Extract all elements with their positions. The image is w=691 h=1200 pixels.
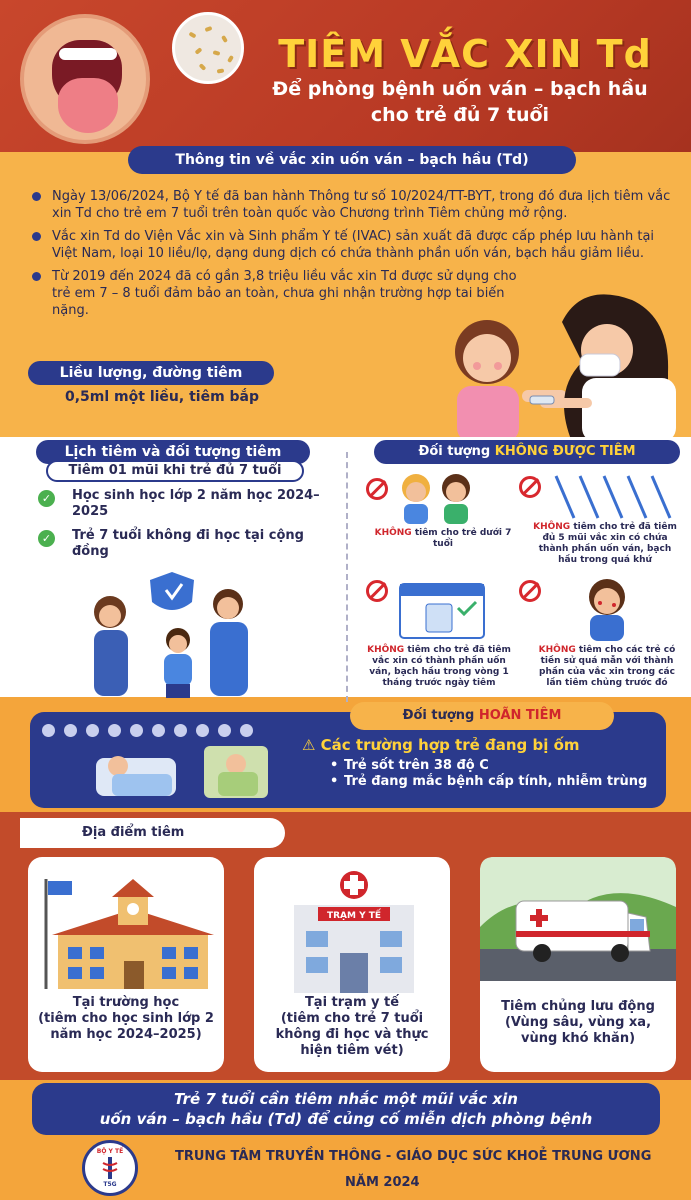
ministry-logo: BỘ Y TẾ T5G: [82, 1140, 138, 1196]
location-card-health-station: [254, 857, 450, 1072]
postpone-subheading: ⚠ Các trường hợp trẻ đang bị ốm: [302, 736, 580, 754]
check-icon: ✓: [38, 530, 55, 547]
location-title: Tại trường học: [72, 995, 180, 1010]
header-banner: [0, 0, 691, 152]
bacteria-zoom-illustration: [172, 12, 244, 84]
info-bullet: Từ 2019 đến 2024 đã có gần 3,8 triệu liều vắc xin Td được sử dụng cho trẻ em 7 – 8 tuổi đảm bảo an toàn, chưa ghi nhận trường hợp tai biến nặng.: [28, 268, 528, 319]
location-title: Tiêm chủng lưu động: [501, 999, 655, 1014]
postpone-item: • Trẻ đang mắc bệnh cấp tính, nhiễm trùng: [330, 774, 650, 789]
two-children-icon: [392, 470, 482, 524]
dose-value: 0,5ml một liều, tiêm bắp: [65, 389, 260, 405]
organization-name: TRUNG TÂM TRUYỀN THÔNG - GIÁO DỤC SỨC KHOẺ TRUNG ƯƠNG: [175, 1149, 652, 1164]
location-desc: (tiêm cho học sinh lớp 2 năm học 2024–2025): [38, 1011, 214, 1042]
warning-icon: ⚠: [302, 736, 321, 754]
postpone-item: • Trẻ sốt trên 38 độ C: [330, 758, 650, 773]
decorative-dots: [42, 722, 262, 741]
location-desc: (Vùng sâu, vùng xa, vùng khó khăn): [504, 1015, 652, 1046]
family-illustration: [80, 566, 280, 698]
info-bullet: Ngày 13/06/2024, Bộ Y tế đã ban hành Thông tư số 10/2024/TT-BYT, trong đó đưa lịch tiêm vắc xin Td cho trẻ em 7 tuổi trên toàn quốc vào Chương trình Tiêm chủng mở rộng.: [28, 188, 683, 222]
exclusion-card-age: KHÔNG tiêm cho trẻ dưới 7 tuổi: [374, 528, 512, 549]
exclusion-heading: Đối tượng KHÔNG ĐƯỢC TIÊM: [374, 440, 680, 464]
info-heading: Thông tin về vắc xin uốn ván – bạch hầu (Td): [128, 146, 576, 174]
health-station-icon: [284, 869, 424, 995]
health-station-sign: TRẠM Y TẾ: [326, 911, 382, 921]
location-card-school: [28, 857, 224, 1072]
exclusion-card-five-doses: KHÔNG tiêm cho trẻ đã tiêm đủ 5 mũi vắc xin có chứa thành phần uốn ván, bạch hầu trong quá khứ: [533, 522, 677, 565]
calendar-vaccine-icon: [396, 578, 488, 640]
reminder-line2: uốn ván – bạch hầu (Td) để củng cố miễn dịch phòng bệnh: [99, 1110, 593, 1128]
caduceus-icon: [99, 1157, 121, 1179]
no-entry-icon: [519, 476, 541, 498]
allergic-child-icon: [580, 575, 634, 641]
location-heading: Địa điểm tiêm: [20, 818, 285, 848]
section-divider: [346, 452, 348, 702]
no-entry-icon: [366, 580, 388, 602]
schedule-subheading: Tiêm 01 mũi khi trẻ đủ 7 tuổi: [46, 460, 304, 482]
nurse-vaccinating-child-illustration: [432, 282, 682, 442]
ambulance-icon: [480, 857, 676, 981]
page-subtitle-line2: cho trẻ đủ 7 tuổi: [370, 104, 550, 126]
syringes-icon: [546, 470, 676, 522]
info-bullet: Vắc xin Td do Viện Vắc xin và Sinh phẩm Y tế (IVAC) sản xuất đã được cấp phép lưu hành tại Việt Nam, loại 10 liều/lọ, dạng dung dịch có chứa thành phần uốn ván, bạch hầu giảm liều.: [28, 228, 683, 262]
schedule-item: ✓ Trẻ 7 tuổi không đi học tại cộng đồng: [38, 528, 328, 560]
location-card-mobile: [480, 857, 676, 1072]
schedule-item: ✓ Học sinh học lớp 2 năm học 2024–2025: [38, 488, 328, 520]
sick-children-illustration: [92, 744, 272, 800]
dose-heading: Liều lượng, đường tiêm: [28, 361, 274, 385]
schedule-heading: Lịch tiêm và đối tượng tiêm: [36, 440, 310, 464]
postpone-heading: Đối tượng HOÃN TIÊM: [350, 702, 614, 730]
check-icon: ✓: [38, 490, 55, 507]
no-entry-icon: [519, 580, 541, 602]
location-title: Tại trạm y tế: [304, 995, 400, 1010]
reminder-box: [32, 1083, 660, 1135]
publication-year: NĂM 2024: [345, 1175, 420, 1190]
open-mouth-illustration: [20, 14, 150, 144]
page-title: TIÊM VẮC XIN Td: [278, 32, 652, 76]
exclusion-card-recent-vaccine: KHÔNG tiêm cho trẻ đã tiêm vắc xin có thành phần uốn ván, bạch hầu trong vòng 1 tháng trước ngày tiêm: [367, 645, 511, 688]
school-building-icon: [34, 869, 218, 991]
page-subtitle-line1: Để phòng bệnh uốn ván – bạch hầu: [272, 78, 648, 100]
no-entry-icon: [366, 478, 388, 500]
location-desc: (tiêm cho trẻ 7 tuổi không đi học và thực hiện tiêm vét): [275, 1011, 429, 1058]
exclusion-card-allergy: KHÔNG tiêm cho các trẻ có tiền sử quá mẫn với thành phần của vắc xin trong các lần tiêm chủng trước đó: [538, 645, 676, 688]
reminder-line1: Trẻ 7 tuổi cần tiêm nhắc một mũi vắc xin: [174, 1090, 518, 1108]
